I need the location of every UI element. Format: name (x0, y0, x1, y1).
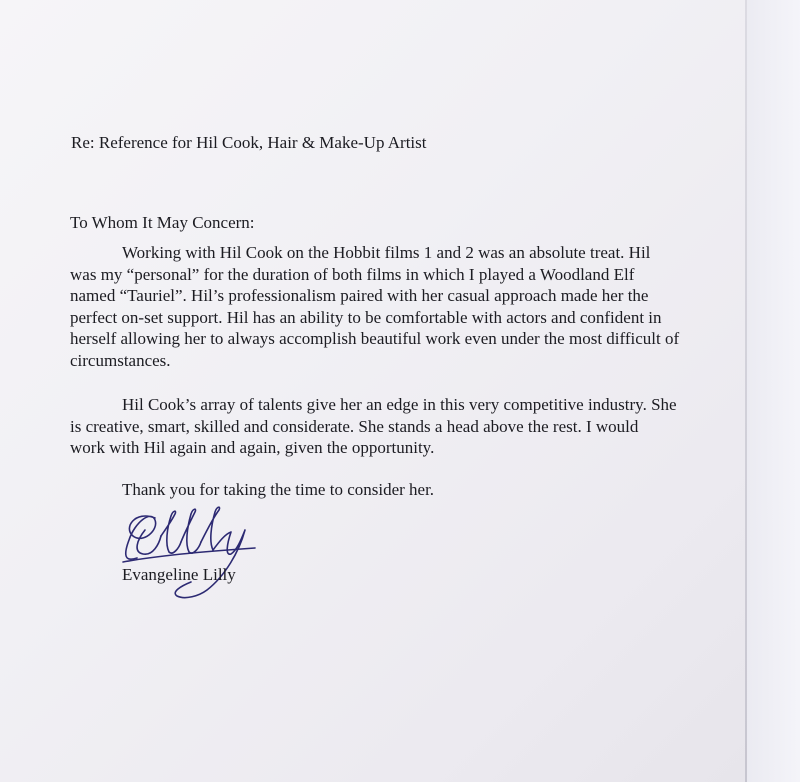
paragraph-1 (70, 242, 679, 371)
paragraph-1-line: perfect on-set support. Hil has an ability to be comfortable with actors and confident in (70, 307, 662, 327)
paper-fold-panel (747, 0, 800, 782)
paragraph-2-line: is creative, smart, skilled and considerate. She stands a head above the rest. I would (70, 416, 639, 436)
signer-name: Evangeline Lilly (122, 565, 236, 584)
paragraph-1-line: Working with Hil Cook on the Hobbit films 1 and 2 was an absolute treat. Hil (122, 243, 651, 262)
closing-line: Thank you for taking the time to consider her. (122, 480, 435, 499)
paragraph-1-line: herself allowing her to always accomplish beautiful work even under the most difficult of (70, 329, 680, 348)
paper-fold-line (745, 0, 747, 782)
salutation: To Whom It May Concern: (70, 213, 255, 232)
reference-subject-line: Re: Reference for Hil Cook, Hair & Make-Up Artist (71, 133, 427, 152)
paragraph-1-line: circumstances. (70, 350, 171, 370)
paragraph-2-line: Hil Cook’s array of talents give her an edge in this very competitive industry. She (122, 395, 677, 414)
paragraph-1-line: was my “personal” for the duration of both films in which I played a Woodland Elf (70, 264, 635, 284)
paragraph-1-line: named “Tauriel”. Hil’s professionalism paired with her casual approach made her the (70, 286, 649, 305)
handwritten-signature (115, 500, 275, 610)
paragraph-2-line: work with Hil again and again, given the opportunity. (70, 438, 435, 457)
paragraph-2 (70, 394, 677, 459)
